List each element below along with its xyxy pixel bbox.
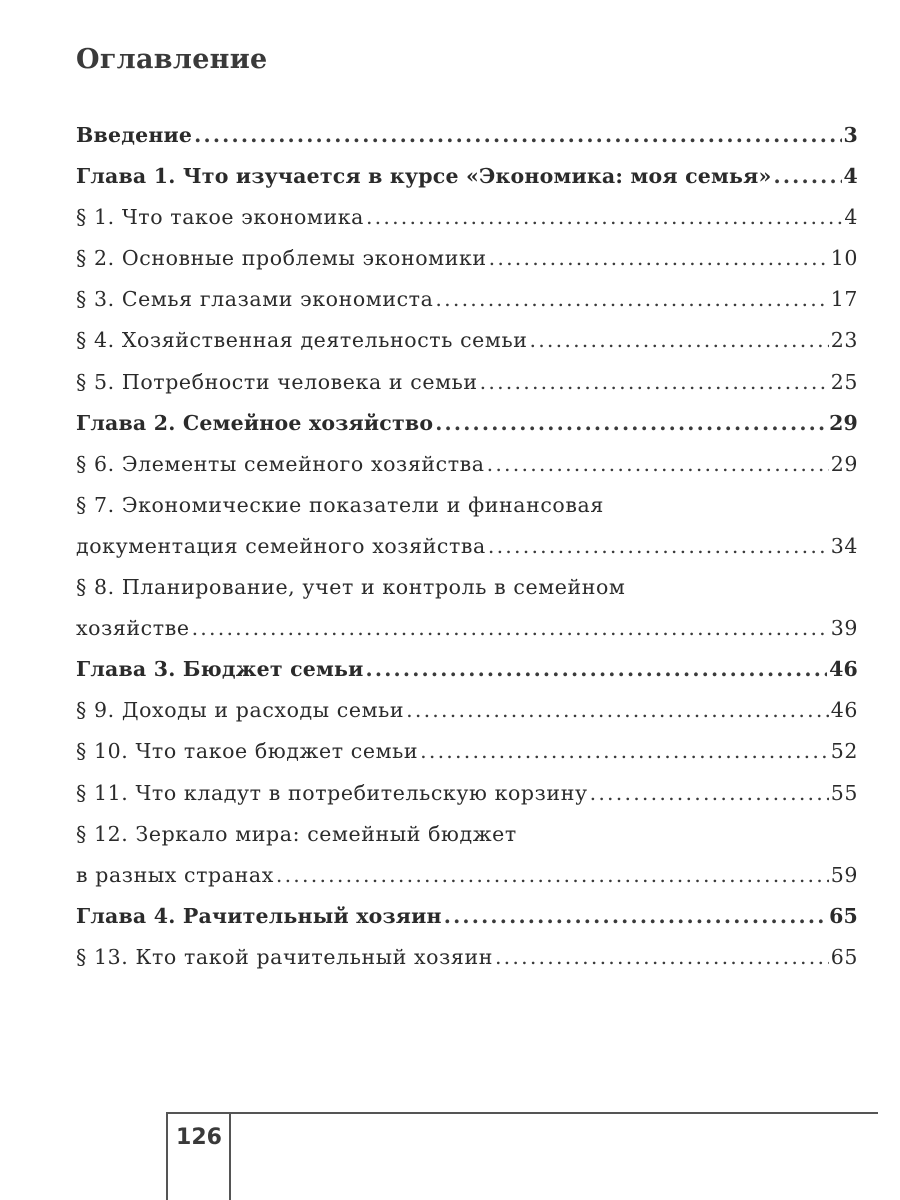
dot-leader: [489, 238, 829, 279]
toc-entry-title: в разных странах: [76, 862, 274, 887]
toc-entry-page: 52: [830, 739, 858, 764]
page-title: Оглавление: [76, 44, 268, 75]
toc-chapter-entry: [76, 896, 858, 937]
toc-entry-title: Глава 2. Семейное хозяйство: [76, 410, 434, 435]
toc-section-entry: [76, 362, 858, 403]
toc-entry-title: § 9. Доходы и расходы семьи: [76, 698, 405, 723]
toc-section-entry: [76, 238, 858, 279]
toc-chapter-entry: [76, 156, 858, 197]
toc-section-entry: [76, 855, 858, 896]
toc-chapter-entry: [76, 403, 858, 444]
toc-entry-title: § 4. Хозяйственная деятельность семьи: [76, 328, 528, 353]
toc-entry-title: § 1. Что такое экономика: [76, 205, 364, 230]
toc-entry-page: 65: [829, 903, 858, 928]
toc-section-entry: [76, 937, 858, 978]
toc-entry-title: § 8. Планирование, учет и контроль в семейном: [76, 575, 626, 600]
toc-entry-page: 46: [829, 657, 858, 682]
dot-leader: [529, 320, 828, 361]
toc-entry-title: хозяйстве: [76, 616, 190, 641]
toc-entry-page: 25: [830, 369, 858, 394]
toc-section-entry: [76, 485, 858, 526]
toc-section-entry: [76, 526, 858, 567]
toc-entry-page: 55: [830, 780, 858, 805]
table-of-contents: [76, 115, 858, 978]
toc-entry-page: 10: [830, 246, 858, 271]
dot-leader: [488, 526, 829, 567]
toc-entry-page: 3: [843, 123, 858, 147]
dot-leader: [435, 403, 827, 444]
toc-entry-title: Глава 1. Что изучается в курсе «Экономика: моя семья»: [76, 164, 772, 189]
dot-leader: [590, 773, 829, 814]
toc-entry-title: Глава 3. Бюджет семьи: [76, 657, 364, 682]
toc-entry-page: 17: [830, 287, 858, 312]
toc-section-entry: [76, 690, 858, 731]
toc-section-entry: [76, 567, 858, 608]
toc-entry-page: 4: [843, 164, 858, 189]
toc-section-entry: [76, 279, 858, 320]
dot-leader: [435, 279, 828, 320]
toc-entry-title: § 10. Что такое бюджет семьи: [76, 739, 419, 764]
toc-entry-title: § 3. Семья глазами экономиста: [76, 287, 434, 312]
footer-divider: [229, 1112, 231, 1200]
dot-leader: [194, 115, 841, 156]
toc-section-entry: [76, 773, 858, 814]
dot-leader: [444, 896, 827, 937]
toc-section-entry: [76, 608, 858, 649]
toc-entry-title: § 2. Основные проблемы экономики: [76, 246, 487, 271]
toc-section-entry: [76, 197, 858, 238]
toc-section-entry: [76, 731, 858, 772]
dot-leader: [276, 855, 829, 896]
toc-chapter-entry: [76, 649, 858, 690]
toc-section-entry: [76, 320, 858, 361]
toc-entry-title: Глава 4. Рачительный хозяин: [76, 903, 442, 928]
dot-leader: [480, 362, 829, 403]
toc-entry-title: § 7. Экономические показатели и финансовая: [76, 492, 604, 517]
toc-entry-title: § 11. Что кладут в потребительскую корзину: [76, 780, 588, 805]
toc-entry-title: § 13. Кто такой рачительный хозяин: [76, 944, 493, 969]
toc-entry-page: 59: [830, 862, 858, 887]
toc-entry-title: § 12. Зеркало мира: семейный бюджет: [76, 821, 517, 846]
toc-entry-page: 23: [830, 328, 858, 353]
dot-leader: [192, 608, 829, 649]
dot-leader: [487, 444, 829, 485]
toc-entry-page: 29: [830, 451, 858, 476]
toc-entry-title: § 6. Элементы семейного хозяйства: [76, 451, 485, 476]
toc-entry-page: 29: [829, 410, 858, 435]
toc-section-entry: [76, 814, 858, 855]
dot-leader: [366, 197, 842, 238]
toc-entry-title: документация семейного хозяйства: [76, 533, 486, 558]
toc-entry-title: § 5. Потребности человека и семьи: [76, 369, 478, 394]
toc-entry-page: 4: [844, 205, 858, 230]
dot-leader: [773, 156, 841, 197]
toc-entry-title: Введение: [76, 123, 193, 147]
toc-entry-page: 34: [830, 533, 858, 558]
footer-rule: [166, 1112, 878, 1114]
footer-left-rule: [166, 1112, 168, 1200]
toc-section-entry: [76, 444, 858, 485]
toc-entry-page: 39: [830, 616, 858, 641]
toc-entry-page: 65: [830, 944, 858, 969]
page-number: 126: [176, 1125, 222, 1150]
dot-leader: [495, 937, 829, 978]
toc-chapter-entry: [76, 115, 858, 156]
dot-leader: [420, 731, 829, 772]
toc-entry-page: 46: [830, 698, 858, 723]
dot-leader: [366, 649, 828, 690]
dot-leader: [406, 690, 829, 731]
